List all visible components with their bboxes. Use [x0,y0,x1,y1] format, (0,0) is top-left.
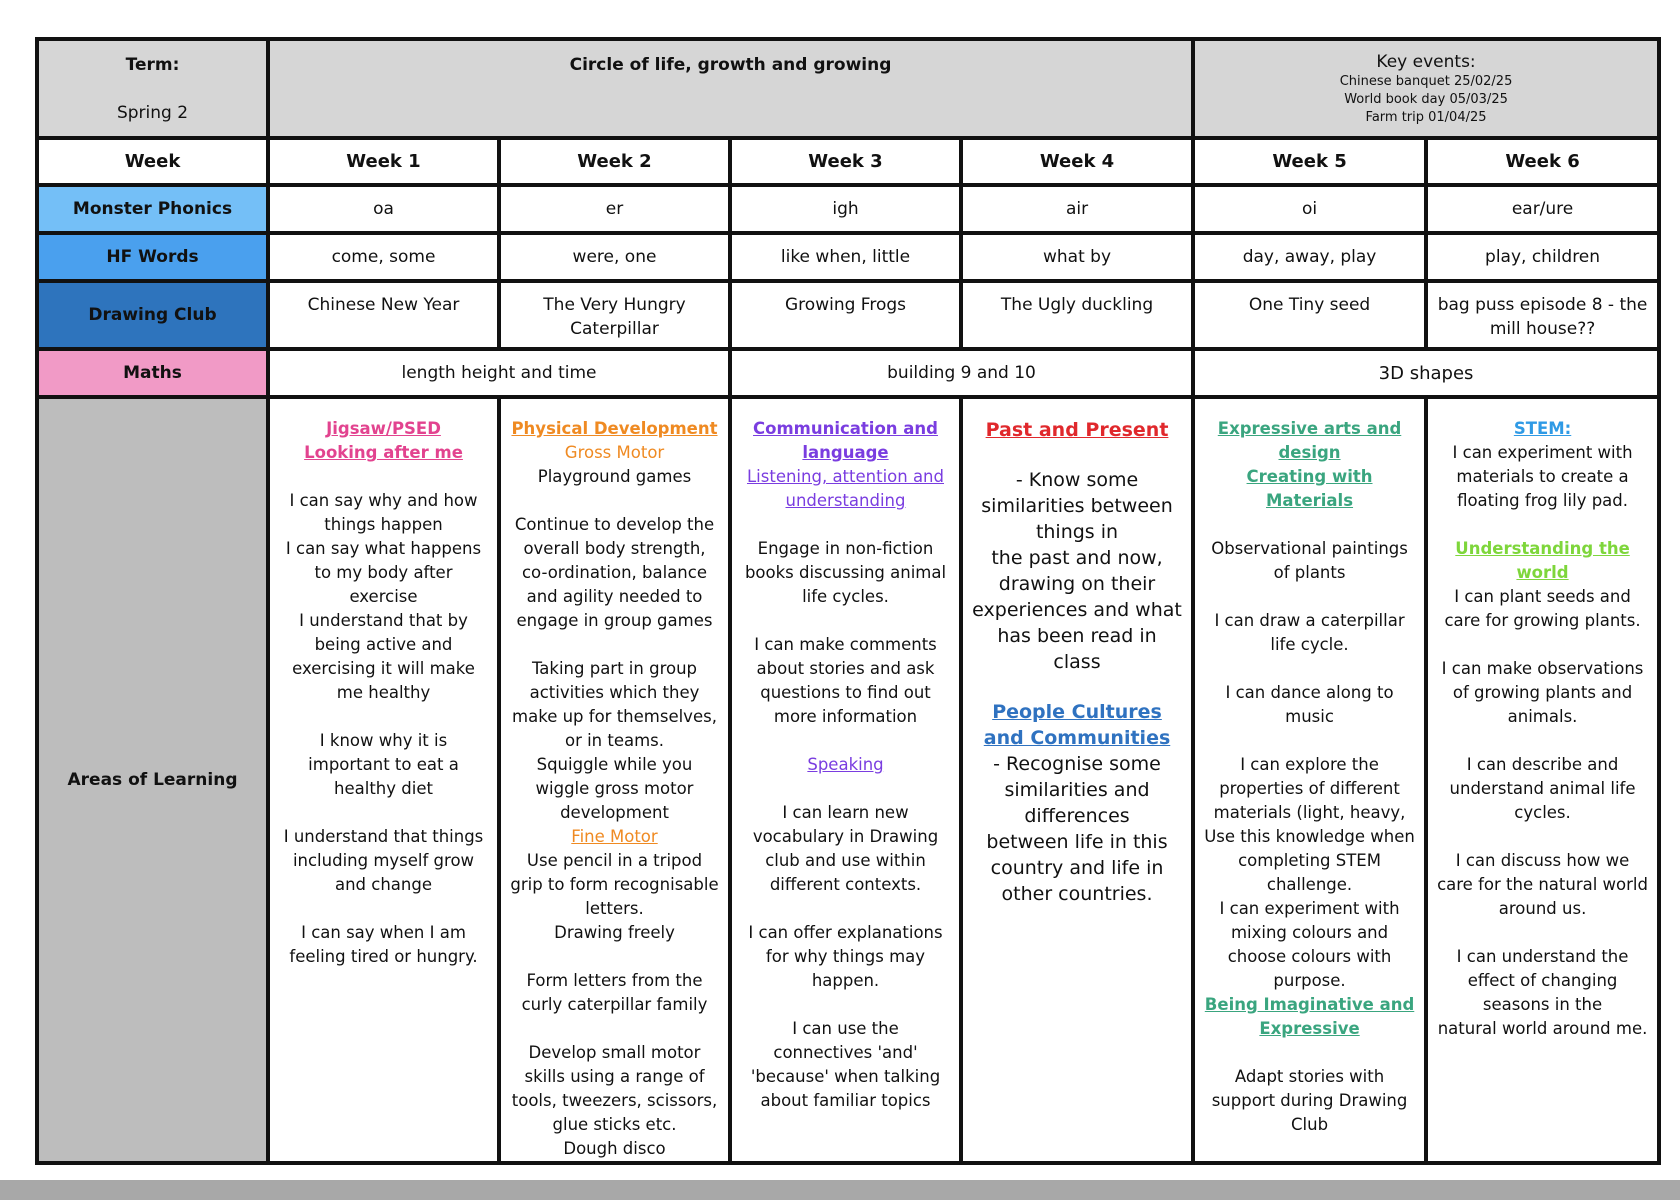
term-cell [37,39,268,138]
hf-words-cell: like when, little [730,233,961,281]
hf-words-cell: day, away, play [1193,233,1426,281]
term-value: Spring 2 [116,102,189,123]
area-stem [1426,397,1659,1163]
area-subheading: Gross Motor [564,443,665,462]
week-header: Week 5 [1193,138,1426,185]
area-understanding-the-world [961,397,1193,1163]
area-subheading: Speaking [807,755,884,774]
week-row-label: Week [37,138,268,185]
drawing-club-row-label: Drawing Club [37,281,268,349]
area-body: Use pencil in a tripod grip to form recognisable letters. Drawing freely Form letters from the curly caterpillar family Develop small motor skills using a range of tools, tweezers, scissors, glue sticks etc. Dough disco [510,851,719,1158]
area-psed [268,397,499,1163]
area-heading: People Cultures and Communities [983,701,1171,749]
maths-cell: length height and time [268,349,730,397]
hf-words-cell: come, some [268,233,499,281]
key-event: Farm trip 01/04/25 [1365,109,1487,125]
term-label: Term: [125,54,180,75]
week-header: Week 3 [730,138,961,185]
area-body: I can say why and how things happen I can say what happens to my body after exercise I understand that by being active and exercising it will make me healthy I know why it is important to eat a healthy diet I understand that things including myself grow and change I can say when I am feeling tired or hungry. [283,491,484,966]
area-subheading: Fine Motor [571,827,658,846]
area-body: Observational paintings of plants I can draw a caterpillar life cycle. I can dance along to music I can explore the properties of different materials (light, heavy, Use this knowledge when completing STEM challenge. I can experiment with mixing colours and choose colours with purpose. [1204,539,1415,990]
drawing-club-cell: The Ugly duckling [961,281,1193,349]
maths-cell: building 9 and 10 [730,349,1193,397]
phonics-cell: igh [730,185,961,233]
hf-words-cell: play, children [1426,233,1659,281]
maths-row-label: Maths [37,349,268,397]
area-body: I can learn new vocabulary in Drawing club and use within different contexts. I can offer explanations for why things may happen. I can use the connectives 'and' 'because' when talking about familiar topics [748,803,943,1110]
drawing-club-cell: One Tiny seed [1193,281,1426,349]
drawing-club-cell: Chinese New Year [268,281,499,349]
week-header: Week 2 [499,138,730,185]
phonics-cell: oi [1193,185,1426,233]
drawing-club-cell: The Very Hungry Caterpillar [499,281,730,349]
phonics-row-label: Monster Phonics [37,185,268,233]
area-body: Adapt stories with support during Drawing Club [1211,1067,1408,1134]
area-physical-development [499,397,730,1163]
areas-of-learning-row-label: Areas of Learning [37,397,268,1163]
area-subheading: Listening, attention and understanding [746,467,944,510]
phonics-row [37,185,1659,233]
phonics-cell: ear/ure [1426,185,1659,233]
area-body: - Know some similarities between things in the past and now, drawing on their experiences and what has been read in class [972,469,1182,673]
maths-row [37,349,1659,397]
area-expressive-arts [1193,397,1426,1163]
header-row [37,39,1659,138]
topic-title: Circle of life, growth and growing [569,55,892,75]
phonics-cell: oa [268,185,499,233]
phonics-cell: er [499,185,730,233]
key-event: World book day 05/03/25 [1344,91,1508,107]
week-header: Week 4 [961,138,1193,185]
key-events-title: Key events: [1376,51,1476,72]
maths-cell: 3D shapes [1193,349,1659,397]
area-heading: Expressive arts and design [1217,419,1402,462]
area-heading: STEM: [1513,419,1572,438]
key-event: Chinese banquet 25/02/25 [1339,73,1513,89]
hf-words-row [37,233,1659,281]
hf-words-cell: were, one [499,233,730,281]
area-heading: Being Imaginative and Expressive [1204,995,1415,1038]
area-body: - Recognise some similarities and differences between life in this country and life in other countries. [986,753,1168,905]
week-header: Week 1 [268,138,499,185]
area-body: Engage in non-fiction books discussing animal life cycles. I can make comments about stories and ask questions to find out more information [744,539,947,726]
area-heading: Understanding the world [1455,539,1630,582]
area-heading: Creating with Materials [1246,467,1373,510]
medium-term-plan-table [35,37,1661,1165]
area-body: I can plant seeds and care for growing plants. I can make observations of growing plants and animals. I can describe and understand animal life cycles. I can discuss how we care for the natural world around us. I can understand the effect of changing seasons in the natural world around me. [1437,587,1648,1038]
area-heading: Looking after me [304,443,463,462]
area-heading: Communication and language [753,419,938,462]
key-events-cell [1193,39,1659,138]
area-body: Playground games Continue to develop the overall body strength, co-ordination, balance and agility needed to engage in group games Taking part in group activities which they make up for themselves, or in teams. Squiggle while you wiggle gross motor development [512,467,717,822]
week-header: Week 6 [1426,138,1659,185]
hf-words-row-label: HF Words [37,233,268,281]
topic-cell [268,39,1193,138]
areas-of-learning-row [37,397,1659,1163]
area-communication-language [730,397,961,1163]
page-bottom-shade [0,1180,1680,1200]
hf-words-cell: what by [961,233,1193,281]
area-heading: Past and Present [985,419,1169,441]
area-heading: Jigsaw/PSED [326,419,441,438]
area-heading: Physical Development [511,419,718,438]
drawing-club-row [37,281,1659,349]
area-body: I can experiment with materials to create a floating frog lily pad. [1452,443,1633,510]
drawing-club-cell: Growing Frogs [730,281,961,349]
phonics-cell: air [961,185,1193,233]
drawing-club-cell: bag puss episode 8 - the mill house?? [1426,281,1659,349]
week-row [37,138,1659,185]
